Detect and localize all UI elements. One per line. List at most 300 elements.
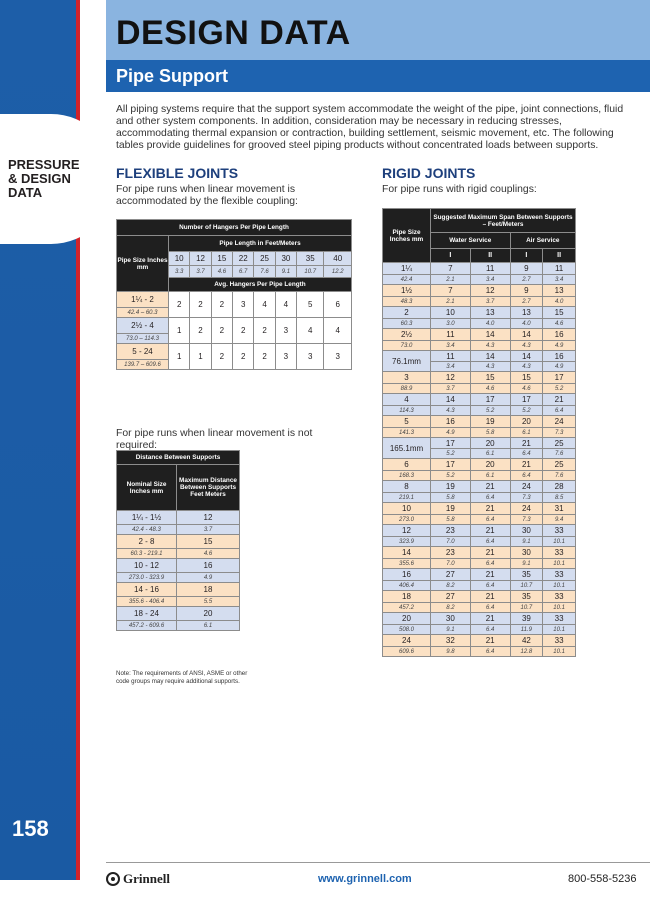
span-ft: 23	[431, 547, 471, 559]
span-m: 3.7	[470, 297, 510, 307]
span-ft: 11	[470, 263, 510, 275]
span-m: 7.6	[543, 449, 576, 459]
table-row	[383, 537, 576, 547]
span-ft: 21	[510, 438, 543, 449]
row-size: 5 - 24	[117, 344, 169, 360]
span-ft: 19	[431, 481, 471, 493]
table-row	[383, 559, 576, 569]
span-m: 5.2	[431, 471, 471, 481]
table-row	[383, 285, 576, 297]
span-ft: 27	[431, 591, 471, 603]
span-m: 6.1	[510, 428, 543, 438]
pipe-length-m: 4.6	[211, 266, 232, 278]
span-ft: 17	[431, 459, 471, 471]
phone-number: 800-558-5236	[568, 873, 637, 885]
span-ft: 20	[470, 459, 510, 471]
brand-logo	[106, 871, 170, 887]
air-service-header: Air Service	[510, 233, 575, 249]
span-m: 9.4	[543, 515, 576, 525]
table-row	[383, 591, 576, 603]
rigid-span-table	[382, 208, 576, 657]
table-row	[383, 307, 576, 319]
rigid-size-mm: 273.0	[383, 515, 431, 525]
span-m: 2.1	[431, 275, 471, 285]
span-m: 4.6	[543, 319, 576, 329]
grinnell-logo-icon	[106, 872, 120, 886]
distance-ft: 20	[177, 607, 240, 621]
span-ft: 20	[470, 438, 510, 449]
nominal-size-header: Nominal Size Inches mm	[117, 465, 177, 511]
span-ft: 33	[543, 569, 576, 581]
pipe-length-m: 12.2	[324, 266, 352, 278]
nominal-size-mm: 355.6 - 406.4	[117, 597, 177, 607]
span-m: 6.4	[470, 625, 510, 635]
table-row	[383, 569, 576, 581]
rigid-size: 2½	[383, 329, 431, 341]
span-m: 4.6	[470, 384, 510, 394]
span-ft: 15	[510, 372, 543, 384]
table-row	[383, 493, 576, 503]
span-m: 6.4	[470, 515, 510, 525]
span-m: 3.4	[470, 275, 510, 285]
span-m: 8.2	[431, 603, 471, 613]
span-ft: 14	[431, 394, 471, 406]
span-ft: 33	[543, 525, 576, 537]
hanger-count: 2	[190, 292, 211, 318]
span-ft: 21	[510, 459, 543, 471]
span-ft: 13	[543, 285, 576, 297]
flexible-intro-text: For pipe runs when linear movement is accommodated by the flexible coupling:	[116, 184, 298, 207]
rigid-size: 20	[383, 613, 431, 625]
span-m: 7.3	[510, 493, 543, 503]
span-m: 12.8	[510, 647, 543, 657]
table-row	[383, 581, 576, 591]
table-row	[117, 597, 240, 607]
span-m: 3.4	[431, 341, 471, 351]
rigid-size-mm: 60.3	[383, 319, 431, 329]
rigid-size: 4	[383, 394, 431, 406]
table-row	[117, 535, 240, 549]
water-service-header: Water Service	[431, 233, 511, 249]
span-ft: 24	[510, 481, 543, 493]
span-m: 6.4	[470, 493, 510, 503]
span-ft: 33	[543, 635, 576, 647]
span-ft: 21	[470, 569, 510, 581]
rigid-pipe-size-header: Pipe Size Inches mm	[383, 209, 431, 263]
span-m: 7.6	[543, 471, 576, 481]
pipe-length-m: 9.1	[275, 266, 296, 278]
rigid-size: 76.1mm	[383, 351, 431, 372]
rigid-size-mm: 88.9	[383, 384, 431, 394]
hanger-count: 2	[233, 318, 254, 344]
span-m: 4.9	[543, 362, 576, 372]
span-ft: 14	[510, 351, 543, 362]
span-ft: 21	[470, 613, 510, 625]
distance-ft: 15	[177, 535, 240, 549]
span-ft: 9	[510, 285, 543, 297]
span-m: 6.4	[470, 537, 510, 547]
badge-line-2: & DESIGN	[8, 171, 71, 186]
span-ft: 16	[431, 416, 471, 428]
hanger-count: 2	[169, 292, 190, 318]
distance-m: 4.6	[177, 549, 240, 559]
nominal-size: 10 - 12	[117, 559, 177, 573]
span-ft: 31	[543, 503, 576, 515]
table-row	[117, 344, 352, 360]
span-ft: 10	[431, 307, 471, 319]
distance-m: 3.7	[177, 525, 240, 535]
nominal-size-mm: 42.4 - 48.3	[117, 525, 177, 535]
row-size: 2½ - 4	[117, 318, 169, 334]
hangers-table	[116, 219, 352, 370]
span-ft: 12	[470, 285, 510, 297]
row-size-mm: 42.4 – 60.3	[117, 308, 169, 318]
rigid-size: 3	[383, 372, 431, 384]
website-link[interactable]: www.grinnell.com	[318, 873, 412, 885]
span-m: 4.9	[431, 428, 471, 438]
span-ft: 25	[543, 438, 576, 449]
span-m: 6.1	[470, 449, 510, 459]
pipe-length-m: 10.7	[297, 266, 324, 278]
pipe-length-m: 3.7	[190, 266, 211, 278]
span-m: 5.2	[510, 406, 543, 416]
page-title: DESIGN DATA	[116, 14, 351, 52]
table-row	[383, 428, 576, 438]
table-row	[383, 525, 576, 537]
service-class-header: I	[510, 249, 543, 263]
pipe-size-header: Pipe Size Inches mm	[117, 236, 169, 292]
badge-line-1: PRESSURE	[8, 157, 80, 172]
distance-m: 6.1	[177, 621, 240, 631]
table-row	[383, 503, 576, 515]
table-row	[383, 351, 576, 362]
table-row	[383, 647, 576, 657]
table-row	[383, 406, 576, 416]
span-m: 6.4	[510, 471, 543, 481]
table-row	[383, 459, 576, 471]
row-size: 1¼ - 2	[117, 292, 169, 308]
rigid-size: 10	[383, 503, 431, 515]
hanger-count: 1	[169, 344, 190, 370]
span-m: 10.1	[543, 625, 576, 635]
span-m: 5.2	[431, 449, 471, 459]
pipe-length-ft: 15	[211, 252, 232, 266]
rigid-size-mm: 406.4	[383, 581, 431, 591]
table-row	[117, 573, 240, 583]
hanger-count: 4	[254, 292, 275, 318]
span-m: 3.0	[431, 319, 471, 329]
span-ft: 17	[470, 394, 510, 406]
span-m: 5.2	[543, 384, 576, 394]
service-class-header: II	[543, 249, 576, 263]
span-m: 10.1	[543, 581, 576, 591]
pipe-length-ft: 30	[275, 252, 296, 266]
rigid-intro-text: For pipe runs with rigid couplings:	[382, 184, 537, 195]
span-ft: 21	[470, 591, 510, 603]
span-ft: 15	[543, 307, 576, 319]
rigid-size-mm: 114.3	[383, 406, 431, 416]
pipe-length-ft: 25	[254, 252, 275, 266]
hanger-count: 4	[297, 318, 324, 344]
pipe-length-ft: 10	[169, 252, 190, 266]
hanger-count: 6	[324, 292, 352, 318]
pipe-length-header: Pipe Length in Feet/Meters	[169, 236, 352, 252]
span-ft: 30	[431, 613, 471, 625]
table-row	[383, 394, 576, 406]
span-ft: 16	[543, 351, 576, 362]
rigid-size-mm: 323.9	[383, 537, 431, 547]
pipe-length-ft: 40	[324, 252, 352, 266]
table-row	[383, 384, 576, 394]
span-header: Suggested Maximum Span Between Supports – Feet/Meters	[431, 209, 576, 233]
span-ft: 25	[543, 459, 576, 471]
span-ft: 14	[510, 329, 543, 341]
span-ft: 9	[510, 263, 543, 275]
hanger-count: 2	[254, 344, 275, 370]
pipe-length-m: 3.3	[169, 266, 190, 278]
span-m: 4.0	[543, 297, 576, 307]
span-m: 2.7	[510, 275, 543, 285]
span-m: 2.7	[510, 297, 543, 307]
rigid-size-mm: 73.0	[383, 341, 431, 351]
span-ft: 30	[510, 547, 543, 559]
span-ft: 20	[510, 416, 543, 428]
span-m: 5.8	[470, 428, 510, 438]
span-m: 4.3	[510, 362, 543, 372]
table-row	[117, 621, 240, 631]
pipe-length-ft: 22	[233, 252, 254, 266]
span-m: 7.0	[431, 559, 471, 569]
span-ft: 14	[470, 351, 510, 362]
flexible-joints-heading: FLEXIBLE JOINTS	[116, 165, 239, 181]
table-row	[383, 416, 576, 428]
rigid-size: 6	[383, 459, 431, 471]
span-m: 7.3	[543, 428, 576, 438]
span-ft: 21	[470, 547, 510, 559]
span-ft: 21	[470, 635, 510, 647]
span-ft: 24	[510, 503, 543, 515]
page-subtitle: Pipe Support	[116, 66, 228, 86]
distance-table	[116, 450, 240, 631]
rigid-size: 16	[383, 569, 431, 581]
hanger-count: 2	[254, 318, 275, 344]
span-m: 10.7	[510, 603, 543, 613]
table-row	[383, 603, 576, 613]
span-m: 4.0	[470, 319, 510, 329]
flexible-intro-text-2: For pipe runs when linear movement is not required:	[116, 428, 313, 451]
span-ft: 21	[470, 525, 510, 537]
span-ft: 39	[510, 613, 543, 625]
span-ft: 12	[431, 372, 471, 384]
rigid-size: 12	[383, 525, 431, 537]
span-ft: 19	[470, 416, 510, 428]
rigid-size: 2	[383, 307, 431, 319]
footer-divider	[106, 862, 650, 863]
span-ft: 24	[543, 416, 576, 428]
avg-hangers-header: Avg. Hangers Per Pipe Length	[169, 278, 352, 292]
rigid-size-mm: 219.1	[383, 493, 431, 503]
table-row	[383, 471, 576, 481]
span-ft: 17	[431, 438, 471, 449]
table-row	[117, 292, 352, 308]
table-row	[117, 583, 240, 597]
distance-ft: 16	[177, 559, 240, 573]
rigid-size-mm: 48.3	[383, 297, 431, 307]
span-m: 6.1	[470, 471, 510, 481]
span-ft: 33	[543, 591, 576, 603]
table-row	[117, 607, 240, 621]
table-row	[117, 549, 240, 559]
rigid-size-mm: 355.6	[383, 559, 431, 569]
span-m: 9.1	[510, 559, 543, 569]
span-ft: 27	[431, 569, 471, 581]
distance-table-title: Distance Between Supports	[117, 451, 240, 465]
span-m: 9.1	[431, 625, 471, 635]
table-row	[383, 329, 576, 341]
span-ft: 17	[510, 394, 543, 406]
hangers-table-title: Number of Hangers Per Pipe Length	[117, 220, 352, 236]
nominal-size: 18 - 24	[117, 607, 177, 621]
hanger-count: 2	[233, 344, 254, 370]
hanger-count: 3	[233, 292, 254, 318]
table-row	[383, 515, 576, 525]
hanger-count: 2	[190, 318, 211, 344]
span-m: 8.2	[431, 581, 471, 591]
page-number: 158	[12, 816, 49, 841]
nominal-size-mm: 457.2 - 609.6	[117, 621, 177, 631]
brand-name: Grinnell	[123, 871, 170, 886]
span-m: 4.3	[470, 341, 510, 351]
span-m: 6.4	[470, 559, 510, 569]
span-ft: 23	[431, 525, 471, 537]
span-m: 6.4	[470, 603, 510, 613]
table-row	[383, 275, 576, 285]
pipe-length-ft: 12	[190, 252, 211, 266]
span-m: 4.0	[510, 319, 543, 329]
span-m: 10.1	[543, 647, 576, 657]
table-row	[383, 319, 576, 329]
rigid-size-mm: 508.0	[383, 625, 431, 635]
span-m: 11.9	[510, 625, 543, 635]
span-m: 4.6	[510, 384, 543, 394]
hanger-count: 3	[275, 318, 296, 344]
span-m: 5.8	[431, 515, 471, 525]
nominal-size-mm: 273.0 - 323.9	[117, 573, 177, 583]
rigid-size: 24	[383, 635, 431, 647]
span-m: 6.4	[470, 581, 510, 591]
hanger-count: 3	[297, 344, 324, 370]
span-m: 5.8	[431, 493, 471, 503]
table-row	[117, 511, 240, 525]
span-ft: 7	[431, 285, 471, 297]
span-m: 4.3	[470, 362, 510, 372]
hanger-count: 2	[211, 344, 232, 370]
distance-m: 5.5	[177, 597, 240, 607]
span-m: 3.4	[431, 362, 471, 372]
span-m: 10.7	[510, 581, 543, 591]
rigid-size: 18	[383, 591, 431, 603]
nominal-size: 14 - 16	[117, 583, 177, 597]
span-m: 6.4	[510, 449, 543, 459]
table-row	[117, 318, 352, 334]
span-ft: 30	[510, 525, 543, 537]
table-row	[383, 297, 576, 307]
nominal-size: 1¼ - 1½	[117, 511, 177, 525]
span-m: 4.3	[431, 406, 471, 416]
rigid-size-mm: 168.3	[383, 471, 431, 481]
span-m: 10.1	[543, 537, 576, 547]
span-m: 4.9	[543, 341, 576, 351]
span-ft: 13	[470, 307, 510, 319]
table-row	[383, 613, 576, 625]
span-ft: 42	[510, 635, 543, 647]
span-m: 9.1	[510, 537, 543, 547]
hanger-count: 2	[211, 318, 232, 344]
span-ft: 19	[431, 503, 471, 515]
table-row	[383, 438, 576, 449]
span-m: 6.4	[470, 647, 510, 657]
span-m: 4.3	[510, 341, 543, 351]
table-row	[383, 547, 576, 559]
span-m: 3.4	[543, 275, 576, 285]
hanger-count: 1	[190, 344, 211, 370]
span-m: 2.1	[431, 297, 471, 307]
hanger-count: 3	[324, 344, 352, 370]
table-row	[383, 625, 576, 635]
span-ft: 16	[543, 329, 576, 341]
span-ft: 11	[543, 263, 576, 275]
rigid-size: 165.1mm	[383, 438, 431, 459]
span-ft: 11	[431, 351, 471, 362]
rigid-size: 14	[383, 547, 431, 559]
span-ft: 35	[510, 591, 543, 603]
span-m: 7.0	[431, 537, 471, 547]
table-row	[383, 341, 576, 351]
rigid-size: 1½	[383, 285, 431, 297]
span-m: 8.5	[543, 493, 576, 503]
rigid-size-mm: 609.6	[383, 647, 431, 657]
rigid-size-mm: 42.4	[383, 275, 431, 285]
table-row	[383, 635, 576, 647]
span-m: 6.4	[543, 406, 576, 416]
hanger-count: 1	[169, 318, 190, 344]
row-size-mm: 139.7 – 609.6	[117, 360, 169, 370]
span-m: 3.7	[431, 384, 471, 394]
nominal-size: 2 - 8	[117, 535, 177, 549]
service-class-header: I	[431, 249, 471, 263]
span-ft: 11	[431, 329, 471, 341]
span-ft: 21	[470, 503, 510, 515]
rigid-size: 8	[383, 481, 431, 493]
span-ft: 35	[510, 569, 543, 581]
distance-ft: 12	[177, 511, 240, 525]
table-row	[383, 481, 576, 493]
intro-paragraph: All piping systems require that the support system accommodate the weight of the pipe, joint connections, fluid and other system components. In addition, consideration may be necessary in reducing stresses, accommodating thermal expansion or contraction, building settlement, seismic movement, etc. The following tables provide guidelines for grooved steel piping products without concentrated loads between supports.	[116, 104, 624, 151]
span-ft: 33	[543, 613, 576, 625]
span-ft: 17	[543, 372, 576, 384]
span-ft: 21	[470, 481, 510, 493]
pipe-length-m: 6.7	[233, 266, 254, 278]
span-m: 10.1	[543, 603, 576, 613]
pipe-length-ft: 35	[297, 252, 324, 266]
nominal-size-mm: 60.3 - 219.1	[117, 549, 177, 559]
span-ft: 7	[431, 263, 471, 275]
hanger-count: 3	[275, 344, 296, 370]
hanger-count: 4	[324, 318, 352, 344]
distance-ft: 18	[177, 583, 240, 597]
rigid-size: 1¼	[383, 263, 431, 275]
hanger-count: 5	[297, 292, 324, 318]
